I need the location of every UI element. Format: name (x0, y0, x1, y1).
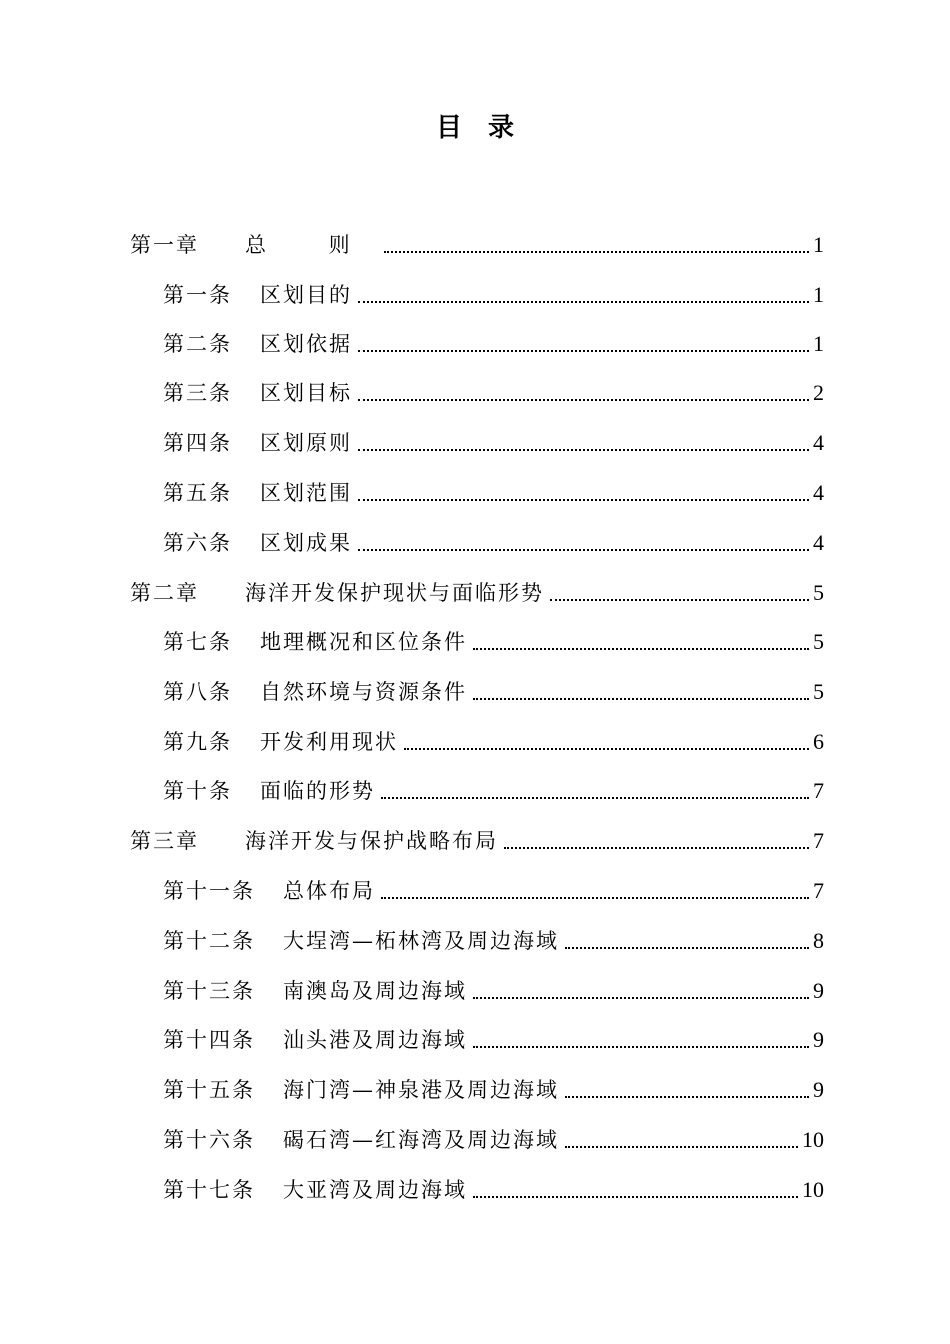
page-title (0, 108, 950, 148)
toc-entry-heading: 海洋开发与保护战略布局 (245, 829, 498, 853)
dot-leader (381, 777, 809, 799)
toc-page-number: 5 (813, 679, 824, 704)
toc-article-entry[interactable] (163, 424, 824, 458)
dot-leader (565, 1126, 798, 1148)
toc-entry-number: 第四条 (163, 431, 232, 455)
toc-page-number: 5 (813, 629, 824, 654)
toc-article-entry[interactable] (163, 673, 824, 707)
toc-entry-number: 第八条 (163, 680, 232, 704)
toc-page-number: 10 (802, 1127, 824, 1152)
toc-article-entry[interactable] (163, 524, 824, 558)
toc-entry-heading: 碣石湾—红海湾及周边海域 (283, 1128, 559, 1152)
toc-page-number: 6 (813, 729, 824, 754)
toc-article-entry[interactable] (163, 872, 824, 906)
dot-leader (473, 1026, 809, 1048)
toc-page-number: 4 (813, 530, 824, 555)
toc-article-entry[interactable] (163, 1071, 824, 1105)
toc-page-number: 4 (813, 430, 824, 455)
toc-entry-number: 第三章 (130, 829, 199, 853)
toc-page-number: 9 (813, 1077, 824, 1102)
toc-page-number: 8 (813, 928, 824, 953)
toc-entry-number: 第十六条 (163, 1128, 255, 1152)
toc-entry-heading: 开发利用现状 (260, 730, 398, 754)
title-char-1: 目 (435, 113, 462, 143)
toc-entry-number: 第十七条 (163, 1178, 255, 1202)
toc-article-entry[interactable] (163, 374, 824, 408)
toc-entry-number: 第十三条 (163, 979, 255, 1003)
dot-leader (473, 977, 809, 999)
title-char-2: 录 (488, 113, 515, 143)
toc-page-number: 7 (813, 878, 824, 903)
toc-article-entry[interactable] (163, 1171, 824, 1205)
toc-entry-heading: 区划原则 (260, 431, 352, 455)
dot-leader (358, 379, 809, 401)
toc-article-entry[interactable] (163, 723, 824, 757)
dot-leader (473, 1176, 798, 1198)
toc-entry-number: 第六条 (163, 531, 232, 555)
toc-page-number: 9 (813, 978, 824, 1003)
toc-article-entry[interactable] (163, 623, 824, 657)
dot-leader (473, 678, 809, 700)
toc-entry-number: 第十五条 (163, 1078, 255, 1102)
toc-page-number: 4 (813, 480, 824, 505)
toc-page-number: 7 (813, 778, 824, 803)
toc-entry-heading: 区划目的 (260, 283, 352, 307)
dot-leader (358, 529, 809, 551)
dot-leader (358, 479, 809, 501)
toc-page-number: 9 (813, 1027, 824, 1052)
toc-entry-number: 第七条 (163, 630, 232, 654)
toc-entry-number: 第一条 (163, 283, 232, 307)
toc-article-entry[interactable] (163, 772, 824, 806)
toc-entry-heading: 区划范围 (260, 481, 352, 505)
toc-entry-heading: 汕头港及周边海域 (283, 1028, 467, 1052)
toc-entry-number: 第十一条 (163, 879, 255, 903)
toc-page-number: 5 (813, 580, 824, 605)
toc-entry-number: 第一章 (130, 233, 199, 257)
toc-entry-heading: 地理概况和区位条件 (260, 630, 467, 654)
dot-leader (381, 877, 809, 899)
toc-article-entry[interactable] (163, 1021, 824, 1055)
dot-leader (565, 1076, 809, 1098)
toc-entry-heading: 大埕湾—柘林湾及周边海域 (283, 929, 559, 953)
toc-entry-number: 第九条 (163, 730, 232, 754)
toc-entry-number: 第二条 (163, 332, 232, 356)
toc-entry-number: 第十二条 (163, 929, 255, 953)
dot-leader (358, 429, 809, 451)
toc-entry-number: 第三条 (163, 381, 232, 405)
toc-article-entry[interactable] (163, 922, 824, 956)
toc-page-number: 1 (813, 232, 824, 257)
toc-entry-heading: 自然环境与资源条件 (260, 680, 467, 704)
toc-entry-heading: 区划依据 (260, 332, 352, 356)
dot-leader (404, 728, 809, 750)
toc-chapter-entry[interactable] (130, 574, 824, 608)
toc-article-entry[interactable] (163, 474, 824, 508)
dot-leader (358, 330, 809, 352)
toc-entry-number: 第十四条 (163, 1028, 255, 1052)
toc-page-number: 2 (813, 380, 824, 405)
toc-entry-heading: 南澳岛及周边海域 (283, 979, 467, 1003)
dot-leader (473, 628, 809, 650)
toc-chapter-entry[interactable] (130, 822, 824, 856)
toc-entry-heading: 总 则 (245, 233, 378, 257)
dot-leader (504, 827, 809, 849)
toc-entry-heading: 面临的形势 (260, 779, 375, 803)
dot-leader (550, 579, 809, 601)
toc-article-entry[interactable] (163, 325, 824, 359)
toc-entry-heading: 大亚湾及周边海域 (283, 1178, 467, 1202)
toc-entry-heading: 区划成果 (260, 531, 352, 555)
toc-entry-number: 第十条 (163, 779, 232, 803)
dot-leader (358, 281, 809, 303)
toc-page-number: 7 (813, 828, 824, 853)
toc-page-number: 1 (813, 331, 824, 356)
toc-page-number: 10 (802, 1177, 824, 1202)
toc-entry-heading: 总体布局 (283, 879, 375, 903)
toc-entry-heading: 区划目标 (260, 381, 352, 405)
toc-chapter-entry[interactable] (130, 226, 824, 260)
toc-article-entry[interactable] (163, 276, 824, 310)
dot-leader (384, 231, 809, 253)
toc-page-number: 1 (813, 282, 824, 307)
toc-article-entry[interactable] (163, 1121, 824, 1155)
toc-entry-heading: 海门湾—神泉港及周边海域 (283, 1078, 559, 1102)
dot-leader (565, 927, 809, 949)
toc-article-entry[interactable] (163, 972, 824, 1006)
toc-entry-heading: 海洋开发保护现状与面临形势 (245, 581, 544, 605)
toc-entry-number: 第五条 (163, 481, 232, 505)
toc-entry-number: 第二章 (130, 581, 199, 605)
